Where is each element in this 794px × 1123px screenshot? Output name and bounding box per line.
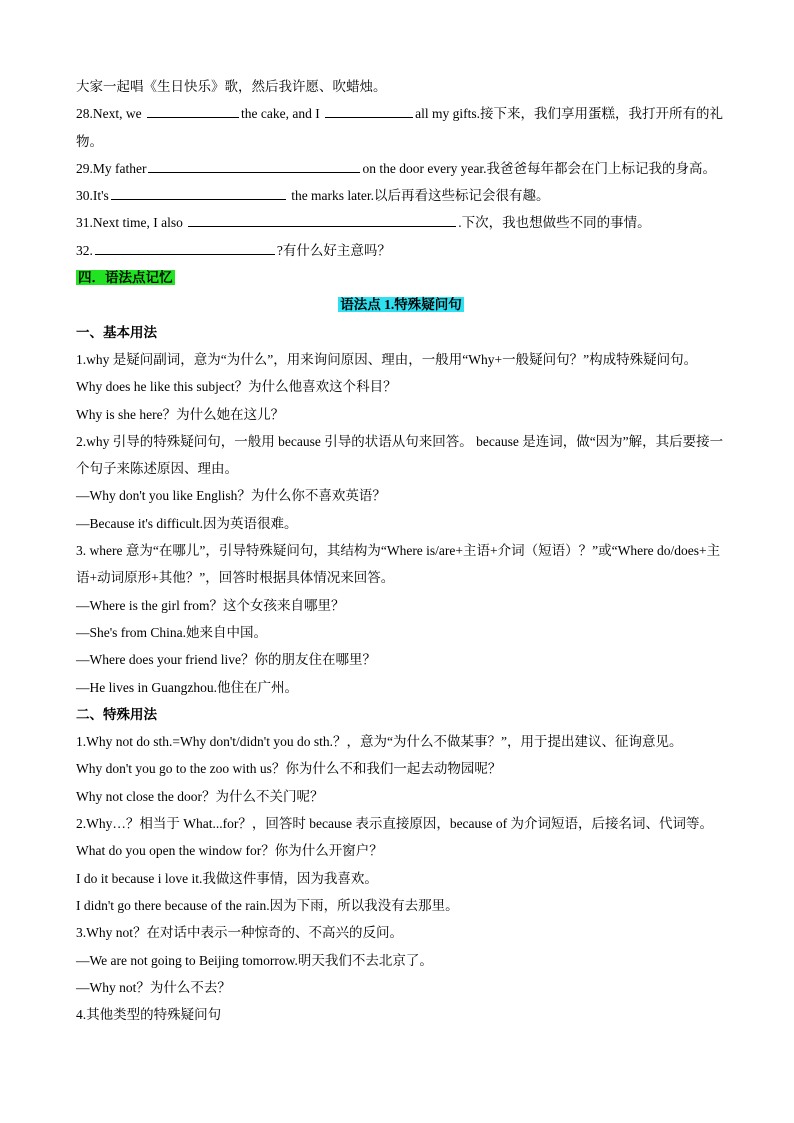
answer-blank[interactable] — [148, 158, 360, 173]
example-sentence: Why don't you go to the zoo with us？你为什么不和我们一起去动物园呢？ — [76, 761, 502, 777]
example-sentence: —Why not？为什么不去？ — [76, 979, 231, 995]
paragraph: 2.why 引导的特殊疑问句，一般用 because 引导的状语从句来回答。 because 是连词，做“因为”解，其后要接一个句子来陈述原因、理由。 — [76, 433, 724, 477]
exercise-32 — [76, 237, 726, 264]
section-heading — [76, 264, 726, 291]
exercise-text: 29.My father — [76, 160, 147, 176]
exercise-text: ?有什么好主意吗？ — [276, 242, 391, 258]
grammar-point-title — [76, 291, 726, 318]
example-sentence: —Where is the girl from？这个女孩来自哪里？ — [76, 597, 345, 613]
exercise-text: all my gifts.接下来，我们享用蛋糕，我打开所有的礼物。 — [76, 106, 723, 149]
paragraph: 1.Why not do sth.=Why don't/didn't you do sth.？，意为“为什么不做某事？”，用于提出建议、征询意见。 — [76, 734, 683, 750]
exercise-text: 30.It's — [76, 188, 109, 204]
example-sentence: I didn't go there because of the rain.因为下雨，所以我没有去那里。 — [76, 897, 459, 913]
example-sentence: What do you open the window for？你为什么开窗户？ — [76, 843, 383, 859]
exercise-text: on the door every year.我爸爸每年都会在门上标记我的身高。 — [362, 160, 717, 176]
paragraph: 1.why 是疑问副词，意为“为什么”，用来询问原因、理由，一般用“Why+一般疑问句？”构成特殊疑问句。 — [76, 351, 698, 367]
example-sentence: I do it because i love it.我做这件事情，因为我喜欢。 — [76, 870, 378, 886]
exercise-text: 32. — [76, 242, 93, 258]
section-heading-label: 四．语法点记忆 — [78, 270, 173, 286]
subheading: 一、基本用法 — [76, 324, 157, 340]
exercise-text: 28.Next, we — [76, 106, 142, 122]
example-sentence: Why does he like this subject？为什么他喜欢这个科目？ — [76, 379, 397, 395]
grammar-point-label: 语法点 1.特殊疑问句 — [340, 297, 462, 313]
example-sentence: Why is she here？为什么她在这儿？ — [76, 406, 285, 422]
example-sentence: —We are not going to Beijing tomorrow.明天我们不去北京了。 — [76, 952, 433, 968]
exercise-31 — [76, 209, 726, 236]
example-sentence: —Why don't you like English？为什么你不喜欢英语？ — [76, 488, 386, 504]
example-sentence: —Because it's difficult.因为英语很难。 — [76, 515, 298, 531]
paragraph: 3.Why not？在对话中表示一种惊奇的、不高兴的反问。 — [76, 925, 403, 941]
exercise-text: the marks later.以后再看这些标记会很有趣。 — [291, 188, 550, 204]
example-sentence: Why not close the door？为什么不关门呢？ — [76, 788, 324, 804]
document-content — [76, 73, 726, 1028]
exercise-text: 31.Next time, I also — [76, 215, 183, 231]
exercise-28 — [76, 100, 726, 155]
text-line: 大家一起唱《生日快乐》歌，然后我许愿、吹蜡烛。 — [76, 79, 387, 94]
example-sentence: —She's from China.她来自中国。 — [76, 624, 268, 640]
example-sentence: —He lives in Guangzhou.他住在广州。 — [76, 679, 298, 695]
paragraph: 2.Why…？相当于 What...for？，回答时 because 表示直接原因，because of 为介词短语，后接名词、代词等。 — [76, 816, 714, 832]
subheading: 二、特殊用法 — [76, 706, 157, 722]
answer-blank[interactable] — [111, 185, 286, 200]
exercise-text: the cake, and I — [240, 106, 320, 122]
answer-blank[interactable] — [188, 212, 456, 227]
exercise-text: .下次，我也想做些不同的事情。 — [458, 215, 651, 231]
answer-blank[interactable] — [147, 103, 239, 118]
exercise-29 — [76, 155, 726, 182]
example-sentence: —Where does your friend live？你的朋友住在哪里？ — [76, 652, 376, 668]
answer-blank[interactable] — [325, 103, 413, 118]
exercise-30 — [76, 182, 726, 209]
answer-blank[interactable] — [95, 240, 275, 255]
paragraph: 3. where 意为“在哪儿”，引导特殊疑问句，其结构为“Where is/are+主语+介词（短语）？”或“Where do/does+主语+动词原形+其他？”，回答时根据具体情况来回答。 — [76, 543, 721, 586]
paragraph: 4.其他类型的特殊疑问句 — [76, 1007, 222, 1023]
